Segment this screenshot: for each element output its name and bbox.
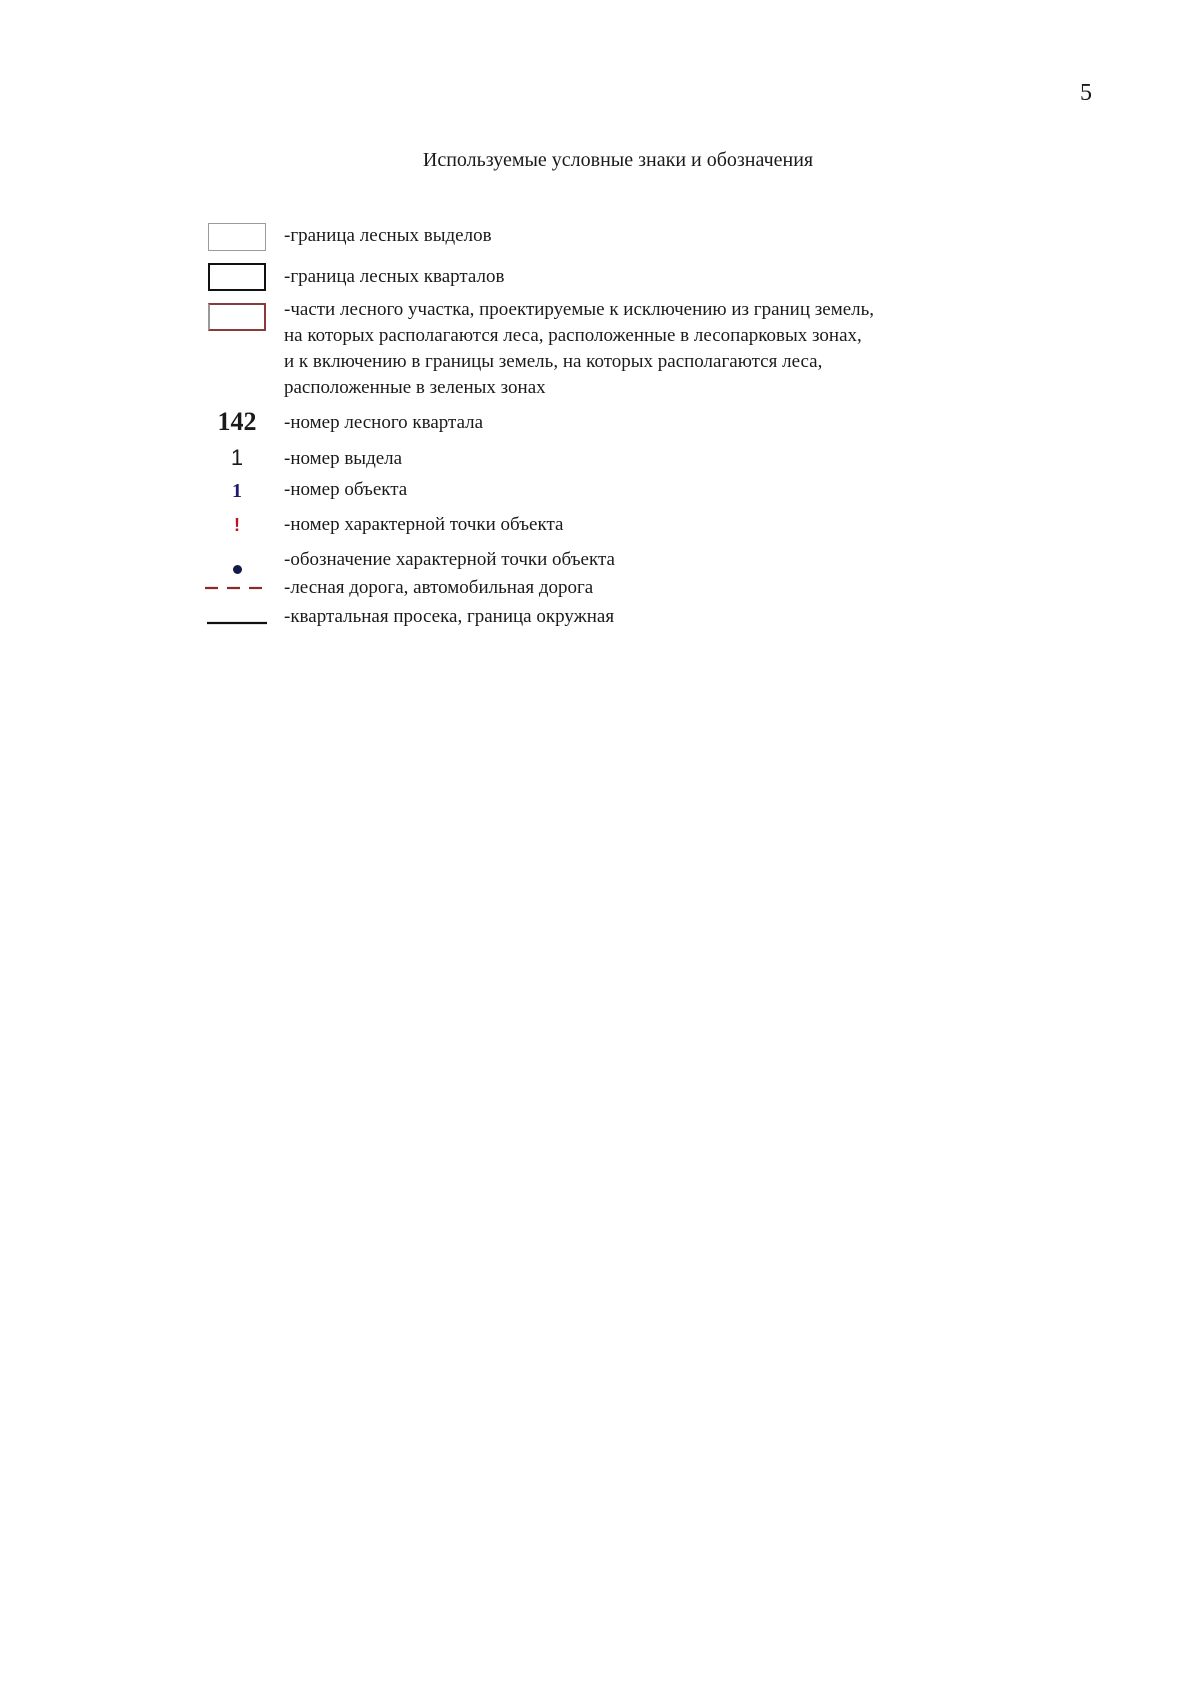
legend-label: -части лесного участка, проектируемые к исключению из границ земель, на которых располагаются леса, расположенные в лесопарковых зонах, и к включению в границы земель, на которых располагаются леса, расположенные в зеленых зонах xyxy=(284,299,875,398)
quarter-number-symbol xyxy=(205,405,269,439)
black-rectangle-icon xyxy=(208,263,266,291)
object-number-symbol xyxy=(205,475,269,507)
quarter-boundary-symbol xyxy=(205,261,269,293)
quarter-number-sample: 142 xyxy=(217,407,257,436)
point-dot-icon xyxy=(233,565,242,574)
legend-label: -номер выдела xyxy=(284,448,403,469)
subcompartment-number-symbol xyxy=(205,442,269,474)
page-number: 5 xyxy=(1080,80,1092,106)
object-number-sample: 1 xyxy=(232,479,242,502)
red-rectangle-icon xyxy=(208,303,266,331)
legend-label: -лесная дорога, автомобильная дорога xyxy=(284,577,594,598)
excluded-parts-symbol xyxy=(205,301,269,333)
legend-label: -квартальная просека, граница окружная xyxy=(284,606,615,627)
legend-label: -номер характерной точки объекта xyxy=(284,514,564,535)
legend-label: -номер объекта xyxy=(284,479,408,500)
forest-road-symbol xyxy=(202,576,272,600)
legend-label: -обозначение характерной точки объекта xyxy=(284,549,615,570)
subcompartment-boundary-symbol xyxy=(205,221,269,253)
page-heading: Используемые условные знаки и обозначения xyxy=(422,149,814,171)
legend-label: -граница лесных кварталов xyxy=(284,266,505,287)
point-number-sample: ! xyxy=(234,514,240,535)
gray-rectangle-icon xyxy=(208,223,266,251)
legend-label: -номер лесного квартала xyxy=(284,412,484,433)
subcompartment-number-sample: 1 xyxy=(230,445,244,470)
point-number-symbol xyxy=(205,510,269,540)
solid-line-icon xyxy=(207,618,267,628)
quarter-clearing-symbol xyxy=(202,606,272,630)
dashed-line-icon xyxy=(205,583,269,593)
legend-label: -граница лесных выделов xyxy=(284,225,492,246)
